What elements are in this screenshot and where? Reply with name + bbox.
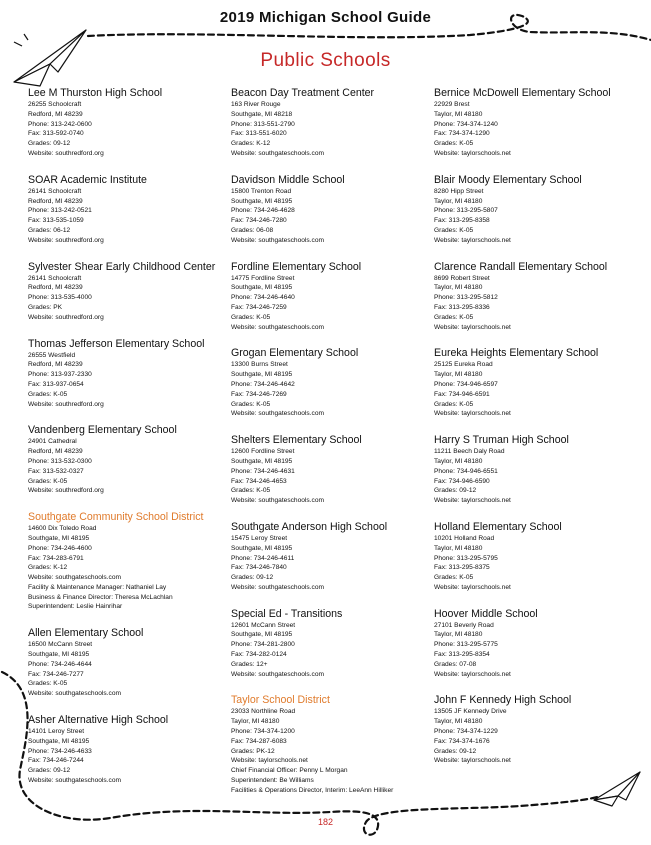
entry-detail-line: Taylor, MI 48180 (434, 544, 483, 552)
entry-detail-line: Taylor, MI 48180 (434, 457, 483, 465)
entry-detail-line: Fax: 734-246-7259 (231, 303, 287, 311)
entry-detail-line: 10201 Holland Road (434, 534, 495, 542)
entry-detail-line: Southgate, MI 48195 (231, 457, 293, 465)
entry-detail-line: Fax: 734-246-7840 (231, 564, 287, 572)
entry-detail-line: Taylor, MI 48180 (434, 284, 483, 292)
entry-detail-line: Redford, MI 48239 (28, 110, 83, 118)
entry-detail-line: Redford, MI 48239 (28, 284, 83, 292)
entry-detail-line: Grades: 06-08 (231, 226, 274, 234)
entry-detail-line: 14775 Fordline Street (231, 274, 295, 282)
entry-detail-line: Fax: 313-532-0327 (28, 467, 84, 475)
entry-detail-line: 12601 McCann Street (231, 621, 296, 629)
entry-detail-line: Taylor, MI 48180 (434, 631, 483, 639)
entry-detail-line: Fax: 313-535-1059 (28, 217, 84, 225)
entry-detail-line: Fax: 313-295-8354 (434, 651, 490, 659)
page-number: 182 (317, 817, 334, 827)
entry-detail-line: 25125 Eureka Road (434, 361, 493, 369)
school-name: Asher Alternative High School (28, 714, 169, 727)
entry-detail-line: Fax: 734-283-6791 (28, 554, 84, 562)
entry-detail-line: Fax: 734-374-1676 (434, 737, 490, 745)
entry-detail-line: 13505 JF Kennedy Drive (434, 708, 507, 716)
entry-detail-line: Fax: 313-551-6020 (231, 130, 287, 138)
entry-detail-line: Fax: 313-295-8358 (434, 217, 490, 225)
entry-detail-line: Fax: 313-295-8336 (434, 303, 490, 311)
entry-detail-line: Website: taylorschools.net (434, 410, 511, 418)
entry-detail-line: Phone: 734-246-4640 (231, 294, 295, 302)
entry-detail-line: Website: southgateschools.com (28, 574, 121, 582)
entry-detail-line: 22929 Brest (434, 101, 470, 108)
school-name: Allen Elementary School (28, 627, 144, 640)
entry-detail-line: Website: taylorschools.net (434, 149, 511, 157)
entry-detail-line: Fax: 734-374-1290 (434, 130, 490, 138)
entry-detail-line: 11211 Beech Daly Road (434, 448, 505, 456)
entry-detail-line: 8280 Hipp Street (434, 187, 484, 195)
entry-detail-line: 8699 Robert Street (434, 274, 490, 282)
entry-detail-line: 15800 Trenton Road (231, 187, 292, 195)
school-entry (434, 174, 639, 246)
entry-detail-line: Phone: 313-532-0300 (28, 457, 92, 465)
entry-detail-line: Grades: 09-12 (434, 487, 477, 495)
entry-detail-line: Website: southgateschools.com (231, 670, 324, 678)
entry-detail-line: Grades: 09-12 (231, 574, 274, 582)
entry-detail-line: Phone: 734-281-2800 (231, 641, 295, 649)
entry-detail-line: Redford, MI 48239 (28, 448, 83, 456)
section-title: Public Schools (260, 50, 391, 71)
school-name: Holland Elementary School (434, 520, 562, 533)
school-entry (28, 87, 233, 159)
entry-detail-line: Superintendent: Be Williams (231, 777, 314, 785)
school-entry (231, 261, 436, 333)
entry-detail-line: Phone: 734-246-4600 (28, 544, 92, 552)
entry-detail-line: Phone: 734-246-4628 (231, 207, 295, 215)
entry-detail-line: Southgate, MI 48195 (231, 197, 293, 205)
entry-detail-line: Phone: 734-246-4631 (231, 467, 295, 475)
entry-detail-line: Fax: 313-937-0654 (28, 380, 84, 388)
entry-detail-line: 23033 Northline Road (231, 708, 296, 716)
entry-detail-line: 26141 Schoolcraft (28, 187, 82, 195)
entry-detail-line: 27101 Beverly Road (434, 621, 494, 629)
entry-detail-line: Website: southredford.org (28, 313, 104, 321)
entry-detail-line: Phone: 313-295-5812 (434, 294, 498, 302)
school-entry (434, 434, 639, 506)
entry-detail-line: Phone: 313-937-2330 (28, 371, 92, 379)
entry-detail-line: Website: southgateschools.com (231, 497, 324, 505)
district-name: Taylor School District (231, 694, 330, 707)
school-entry (434, 694, 639, 766)
entry-detail-line: Grades: K-05 (231, 487, 271, 495)
entry-detail-line: Facilities & Operations Director, Interim: LeeAnn Hilliker (231, 786, 394, 794)
entry-detail-line: 15475 Leroy Street (231, 534, 288, 542)
school-entry (28, 424, 233, 496)
school-entry (231, 174, 436, 246)
school-entry (231, 608, 436, 680)
entry-detail-line: Fax: 734-946-6590 (434, 477, 490, 485)
entry-detail-line: Chief Financial Officer: Penny L Morgan (231, 767, 348, 775)
entry-detail-line: Fax: 734-246-7244 (28, 757, 84, 765)
entry-detail-line: 26555 Westfield (28, 351, 76, 359)
school-name: John F Kennedy High School (434, 694, 572, 707)
school-entry (434, 87, 639, 159)
entry-detail-line: Website: taylorschools.net (434, 757, 511, 765)
entry-detail-line: Phone: 313-295-5795 (434, 554, 498, 562)
entry-detail-line: Fax: 734-246-7269 (231, 390, 287, 398)
entry-detail-line: 13300 Burns Street (231, 361, 288, 369)
entry-detail-line: Phone: 734-374-1229 (434, 728, 498, 736)
directory-column-2 (231, 87, 436, 811)
school-entry (231, 87, 436, 159)
school-entry (28, 338, 233, 410)
entry-detail-line: 12600 Fordline Street (231, 448, 295, 456)
entry-detail-line: Phone: 734-374-1240 (434, 120, 498, 128)
guide-title: 2019 Michigan School Guide (219, 9, 432, 26)
school-name: Special Ed - Transitions (231, 607, 343, 620)
entry-detail-line: Grades: K-05 (231, 313, 271, 321)
entry-detail-line: Southgate, MI 48195 (231, 544, 293, 552)
school-entry (434, 608, 639, 680)
school-entry (28, 627, 233, 699)
school-name: SOAR Academic Institute (28, 173, 147, 186)
entry-detail-line: 14101 Leroy Street (28, 728, 85, 736)
entry-detail-line: Phone: 734-246-4644 (28, 660, 92, 668)
school-name: Eureka Heights Elementary School (434, 347, 599, 360)
entry-detail-line: Southgate, MI 48195 (231, 284, 293, 292)
entry-detail-line: Phone: 313-551-2790 (231, 120, 295, 128)
school-name: Beacon Day Treatment Center (231, 87, 375, 99)
entry-detail-line: Website: southgateschools.com (231, 583, 324, 591)
entry-detail-line: Website: southredford.org (28, 236, 104, 244)
school-name: Blair Moody Elementary School (434, 173, 582, 186)
entry-detail-line: Grades: K-05 (434, 400, 474, 408)
entry-detail-line: Grades: K-12 (28, 564, 68, 572)
entry-detail-line: Grades: 09-12 (434, 747, 477, 755)
entry-detail-line: Phone: 734-246-4633 (28, 747, 92, 755)
entry-detail-line: Grades: K-05 (434, 140, 474, 148)
school-name: Vandenberg Elementary School (28, 424, 177, 437)
entry-detail-line: Taylor, MI 48180 (434, 197, 483, 205)
entry-detail-line: Grades: K-05 (434, 574, 474, 582)
entry-detail-line: Phone: 313-242-0521 (28, 207, 92, 215)
entry-detail-line: Grades: K-12 (231, 140, 271, 148)
entry-detail-line: Taylor, MI 48180 (434, 371, 483, 379)
entry-detail-line: Southgate, MI 48195 (231, 371, 293, 379)
entry-detail-line: Website: southredford.org (28, 400, 104, 408)
school-name: Bernice McDowell Elementary School (434, 87, 611, 99)
entry-detail-line: Grades: K-05 (28, 390, 68, 398)
entry-detail-line: Taylor, MI 48180 (434, 110, 483, 118)
entry-detail-line: Website: southgateschools.com (231, 149, 324, 157)
entry-detail-line: 26255 Schoolcraft (28, 101, 82, 108)
school-entry (231, 434, 436, 506)
school-name: Fordline Elementary School (231, 260, 362, 273)
school-entry (231, 347, 436, 419)
entry-detail-line: Website: taylorschools.net (434, 670, 511, 678)
school-name: Sylvester Shear Early Childhood Center (28, 260, 216, 273)
entry-detail-line: Grades: K-05 (231, 400, 271, 408)
entry-detail-line: Fax: 734-946-6591 (434, 390, 490, 398)
school-entry (28, 714, 233, 786)
school-entry (28, 261, 233, 323)
district-entry (231, 694, 436, 795)
entry-detail-line: Grades: 09-12 (28, 767, 71, 775)
school-name: Shelters Elementary School (231, 434, 362, 447)
school-entry (434, 521, 639, 593)
entry-detail-line: Grades: 09-12 (28, 140, 71, 148)
entry-detail-line: Redford, MI 48239 (28, 197, 83, 205)
entry-detail-line: Phone: 313-295-5807 (434, 207, 498, 215)
entry-detail-line: Grades: 12+ (231, 660, 268, 668)
entry-detail-line: Website: southredford.org (28, 149, 104, 157)
entry-detail-line: Fax: 734-282-0124 (231, 651, 287, 659)
entry-detail-line: Southgate, MI 48195 (28, 737, 90, 745)
entry-detail-line: Website: taylorschools.net (231, 757, 308, 765)
entry-detail-line: Phone: 313-535-4000 (28, 294, 92, 302)
entry-detail-line: Website: southgateschools.com (28, 777, 121, 785)
entry-detail-line: Fax: 734-246-7277 (28, 670, 84, 678)
entry-detail-line: Website: taylorschools.net (434, 497, 511, 505)
entry-detail-line: Grades: K-05 (28, 680, 68, 688)
directory-column-3 (434, 87, 639, 781)
school-name: Southgate Anderson High School (231, 520, 388, 533)
entry-detail-line: Phone: 734-374-1200 (231, 728, 295, 736)
entry-detail-line: Fax: 313-295-8375 (434, 564, 490, 572)
entry-detail-line: Website: taylorschools.net (434, 236, 511, 244)
entry-detail-line: 14600 Dix Toledo Road (28, 525, 97, 533)
entry-detail-line: Phone: 734-246-4611 (231, 554, 295, 562)
entry-detail-line: Redford, MI 48239 (28, 361, 83, 369)
school-entry (434, 347, 639, 419)
school-name: Clarence Randall Elementary School (434, 260, 608, 273)
entry-detail-line: Grades: PK-12 (231, 747, 275, 755)
school-name: Thomas Jefferson Elementary School (28, 337, 205, 350)
entry-detail-line: Grades: 07-08 (434, 660, 477, 668)
entry-detail-line: Southgate, MI 48195 (231, 631, 293, 639)
directory-column-1 (28, 87, 233, 801)
entry-detail-line: Website: southgateschools.com (28, 690, 121, 698)
school-name: Davidson Middle School (231, 173, 345, 186)
school-name: Hoover Middle School (434, 607, 538, 620)
entry-detail-line: Website: southgateschools.com (231, 323, 324, 331)
entry-detail-line: Grades: K-05 (434, 226, 474, 234)
entry-detail-line: Grades: PK (28, 303, 63, 311)
entry-detail-line: Website: taylorschools.net (434, 323, 511, 331)
school-entry (231, 521, 436, 593)
entry-detail-line: Southgate, MI 48195 (28, 651, 90, 659)
entry-detail-line: Phone: 313-295-5775 (434, 641, 498, 649)
entry-detail-line: Grades: 06-12 (28, 226, 71, 234)
entry-detail-line: Website: southgateschools.com (231, 410, 324, 418)
entry-detail-line: Phone: 313-242-0600 (28, 120, 92, 128)
entry-detail-line: Business & Finance Director: Theresa McLachlan (28, 593, 173, 601)
entry-detail-line: 16500 McCann Street (28, 641, 93, 649)
entry-detail-line: Grades: K-05 (28, 477, 68, 485)
school-entry (434, 261, 639, 333)
entry-detail-line: Superintendent: Leslie Hainrihar (28, 603, 123, 611)
entry-detail-line: Fax: 734-246-7280 (231, 217, 287, 225)
entry-detail-line: 24901 Cathedral (28, 438, 77, 446)
entry-detail-line: Phone: 734-946-6551 (434, 467, 498, 475)
school-name: Lee M Thurston High School (28, 87, 163, 99)
district-entry (28, 511, 233, 612)
district-name: Southgate Community School District (28, 511, 204, 524)
entry-detail-line: Grades: K-05 (434, 313, 474, 321)
entry-detail-line: 163 River Rouge (231, 101, 281, 108)
entry-detail-line: Website: southredford.org (28, 487, 104, 495)
entry-detail-line: Southgate, MI 48218 (231, 110, 293, 118)
school-name: Harry S Truman High School (434, 434, 569, 447)
entry-detail-line: Website: southgateschools.com (231, 236, 324, 244)
entry-detail-line: Taylor, MI 48180 (434, 718, 483, 726)
entry-detail-line: Phone: 734-946-6597 (434, 380, 498, 388)
entry-detail-line: Southgate, MI 48195 (28, 534, 90, 542)
entry-detail-line: Fax: 734-287-6083 (231, 737, 287, 745)
entry-detail-line: Taylor, MI 48180 (231, 718, 280, 726)
school-entry (28, 174, 233, 246)
school-name: Grogan Elementary School (231, 347, 359, 360)
entry-detail-line: Facility & Maintenance Manager: Nathaniel Lay (28, 583, 167, 591)
entry-detail-line: Phone: 734-246-4642 (231, 380, 295, 388)
entry-detail-line: Website: taylorschools.net (434, 583, 511, 591)
entry-detail-line: Fax: 313-592-0740 (28, 130, 84, 138)
entry-detail-line: 26141 Schoolcraft (28, 274, 82, 282)
entry-detail-line: Fax: 734-246-4653 (231, 477, 287, 485)
